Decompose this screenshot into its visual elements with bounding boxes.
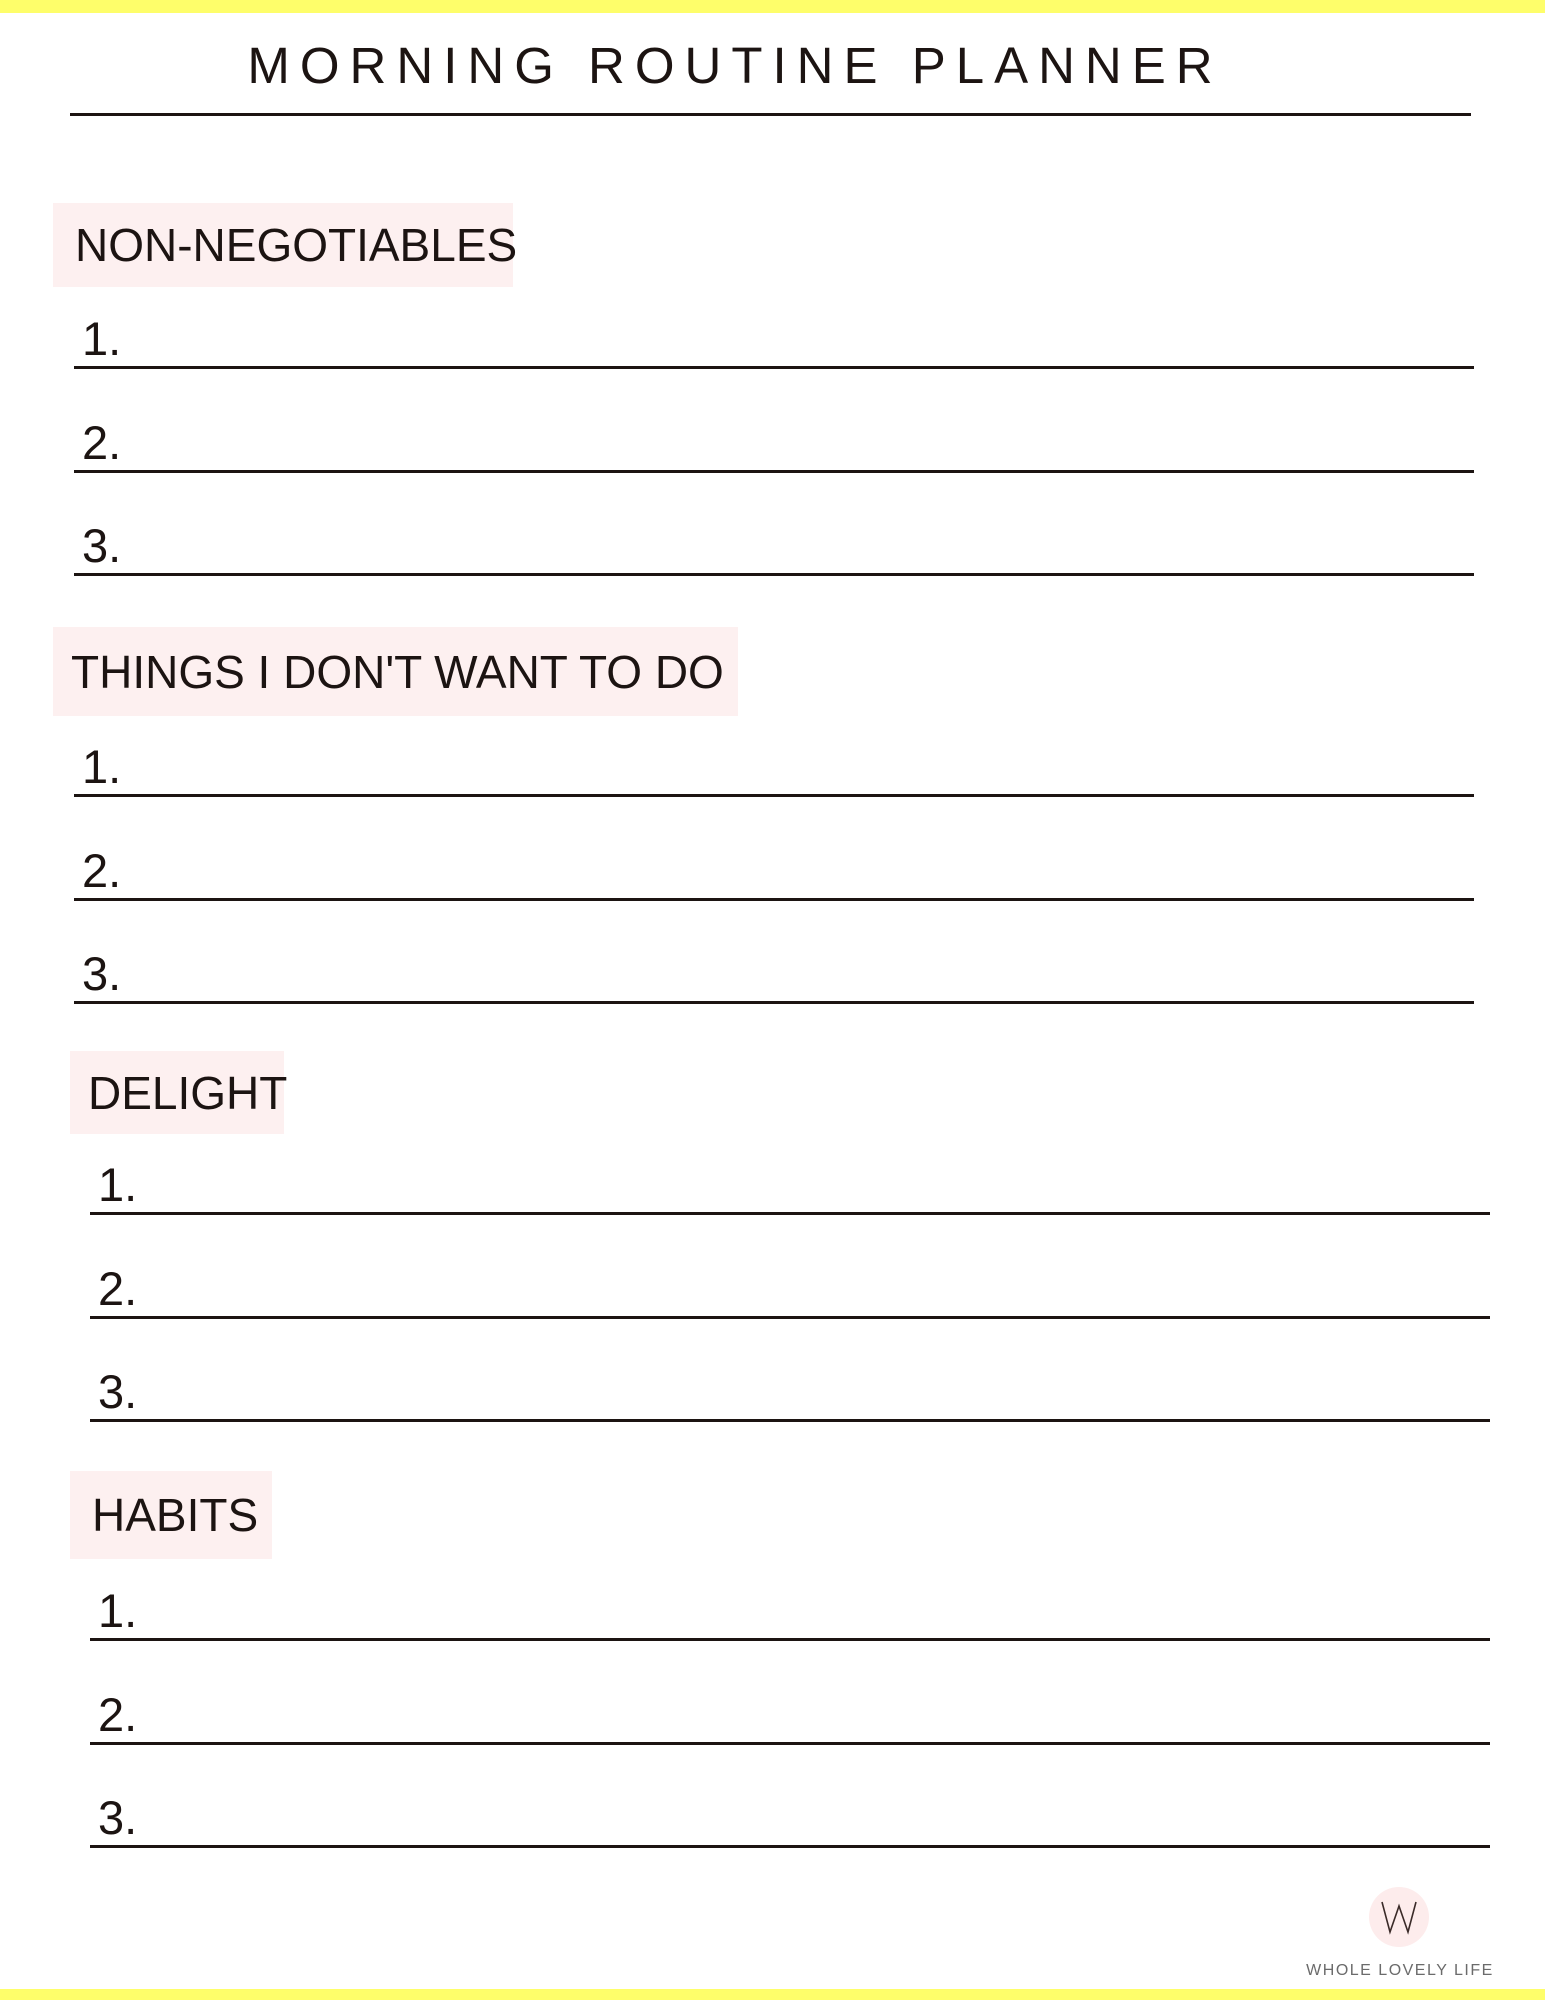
item-number: 3. <box>82 519 122 572</box>
list-item[interactable] <box>90 1793 1490 1848</box>
list-item[interactable] <box>90 1690 1490 1745</box>
section-label-non-negotiables: NON-NEGOTIABLES <box>53 203 513 287</box>
list-item[interactable] <box>90 1160 1490 1215</box>
item-number: 2. <box>82 416 122 469</box>
list-item[interactable] <box>90 1264 1490 1319</box>
item-number: 3. <box>82 947 122 1000</box>
section-label-habits: HABITS <box>70 1471 272 1559</box>
list-item[interactable] <box>74 949 1474 1004</box>
list-item[interactable] <box>74 418 1474 473</box>
brand-name: WHOLE LOVELY LIFE <box>1306 1962 1494 1979</box>
list-item[interactable] <box>74 314 1474 369</box>
item-number: 2. <box>82 844 122 897</box>
list-item[interactable] <box>74 521 1474 576</box>
item-number: 3. <box>98 1365 138 1418</box>
brand-logo <box>1300 1878 1500 1988</box>
bottom-accent-border <box>0 1989 1545 2000</box>
item-number: 1. <box>82 312 122 365</box>
list-item[interactable] <box>74 846 1474 901</box>
list-item[interactable] <box>90 1586 1490 1641</box>
item-number: 1. <box>98 1158 138 1211</box>
section-label-things-i-dont-want-to-do: THINGS I DON'T WANT TO DO <box>53 627 738 716</box>
item-number: 1. <box>82 740 122 793</box>
page-title: MORNING ROUTINE PLANNER <box>247 37 1223 94</box>
list-item[interactable] <box>90 1367 1490 1422</box>
title-divider <box>70 113 1471 116</box>
top-accent-border <box>0 0 1545 13</box>
w-monogram-logo-icon <box>1366 1884 1432 1950</box>
item-number: 2. <box>98 1262 138 1315</box>
item-number: 1. <box>98 1584 138 1637</box>
list-item[interactable] <box>74 742 1474 797</box>
item-number: 3. <box>98 1791 138 1844</box>
item-number: 2. <box>98 1688 138 1741</box>
section-label-delight: DELIGHT <box>70 1051 284 1134</box>
